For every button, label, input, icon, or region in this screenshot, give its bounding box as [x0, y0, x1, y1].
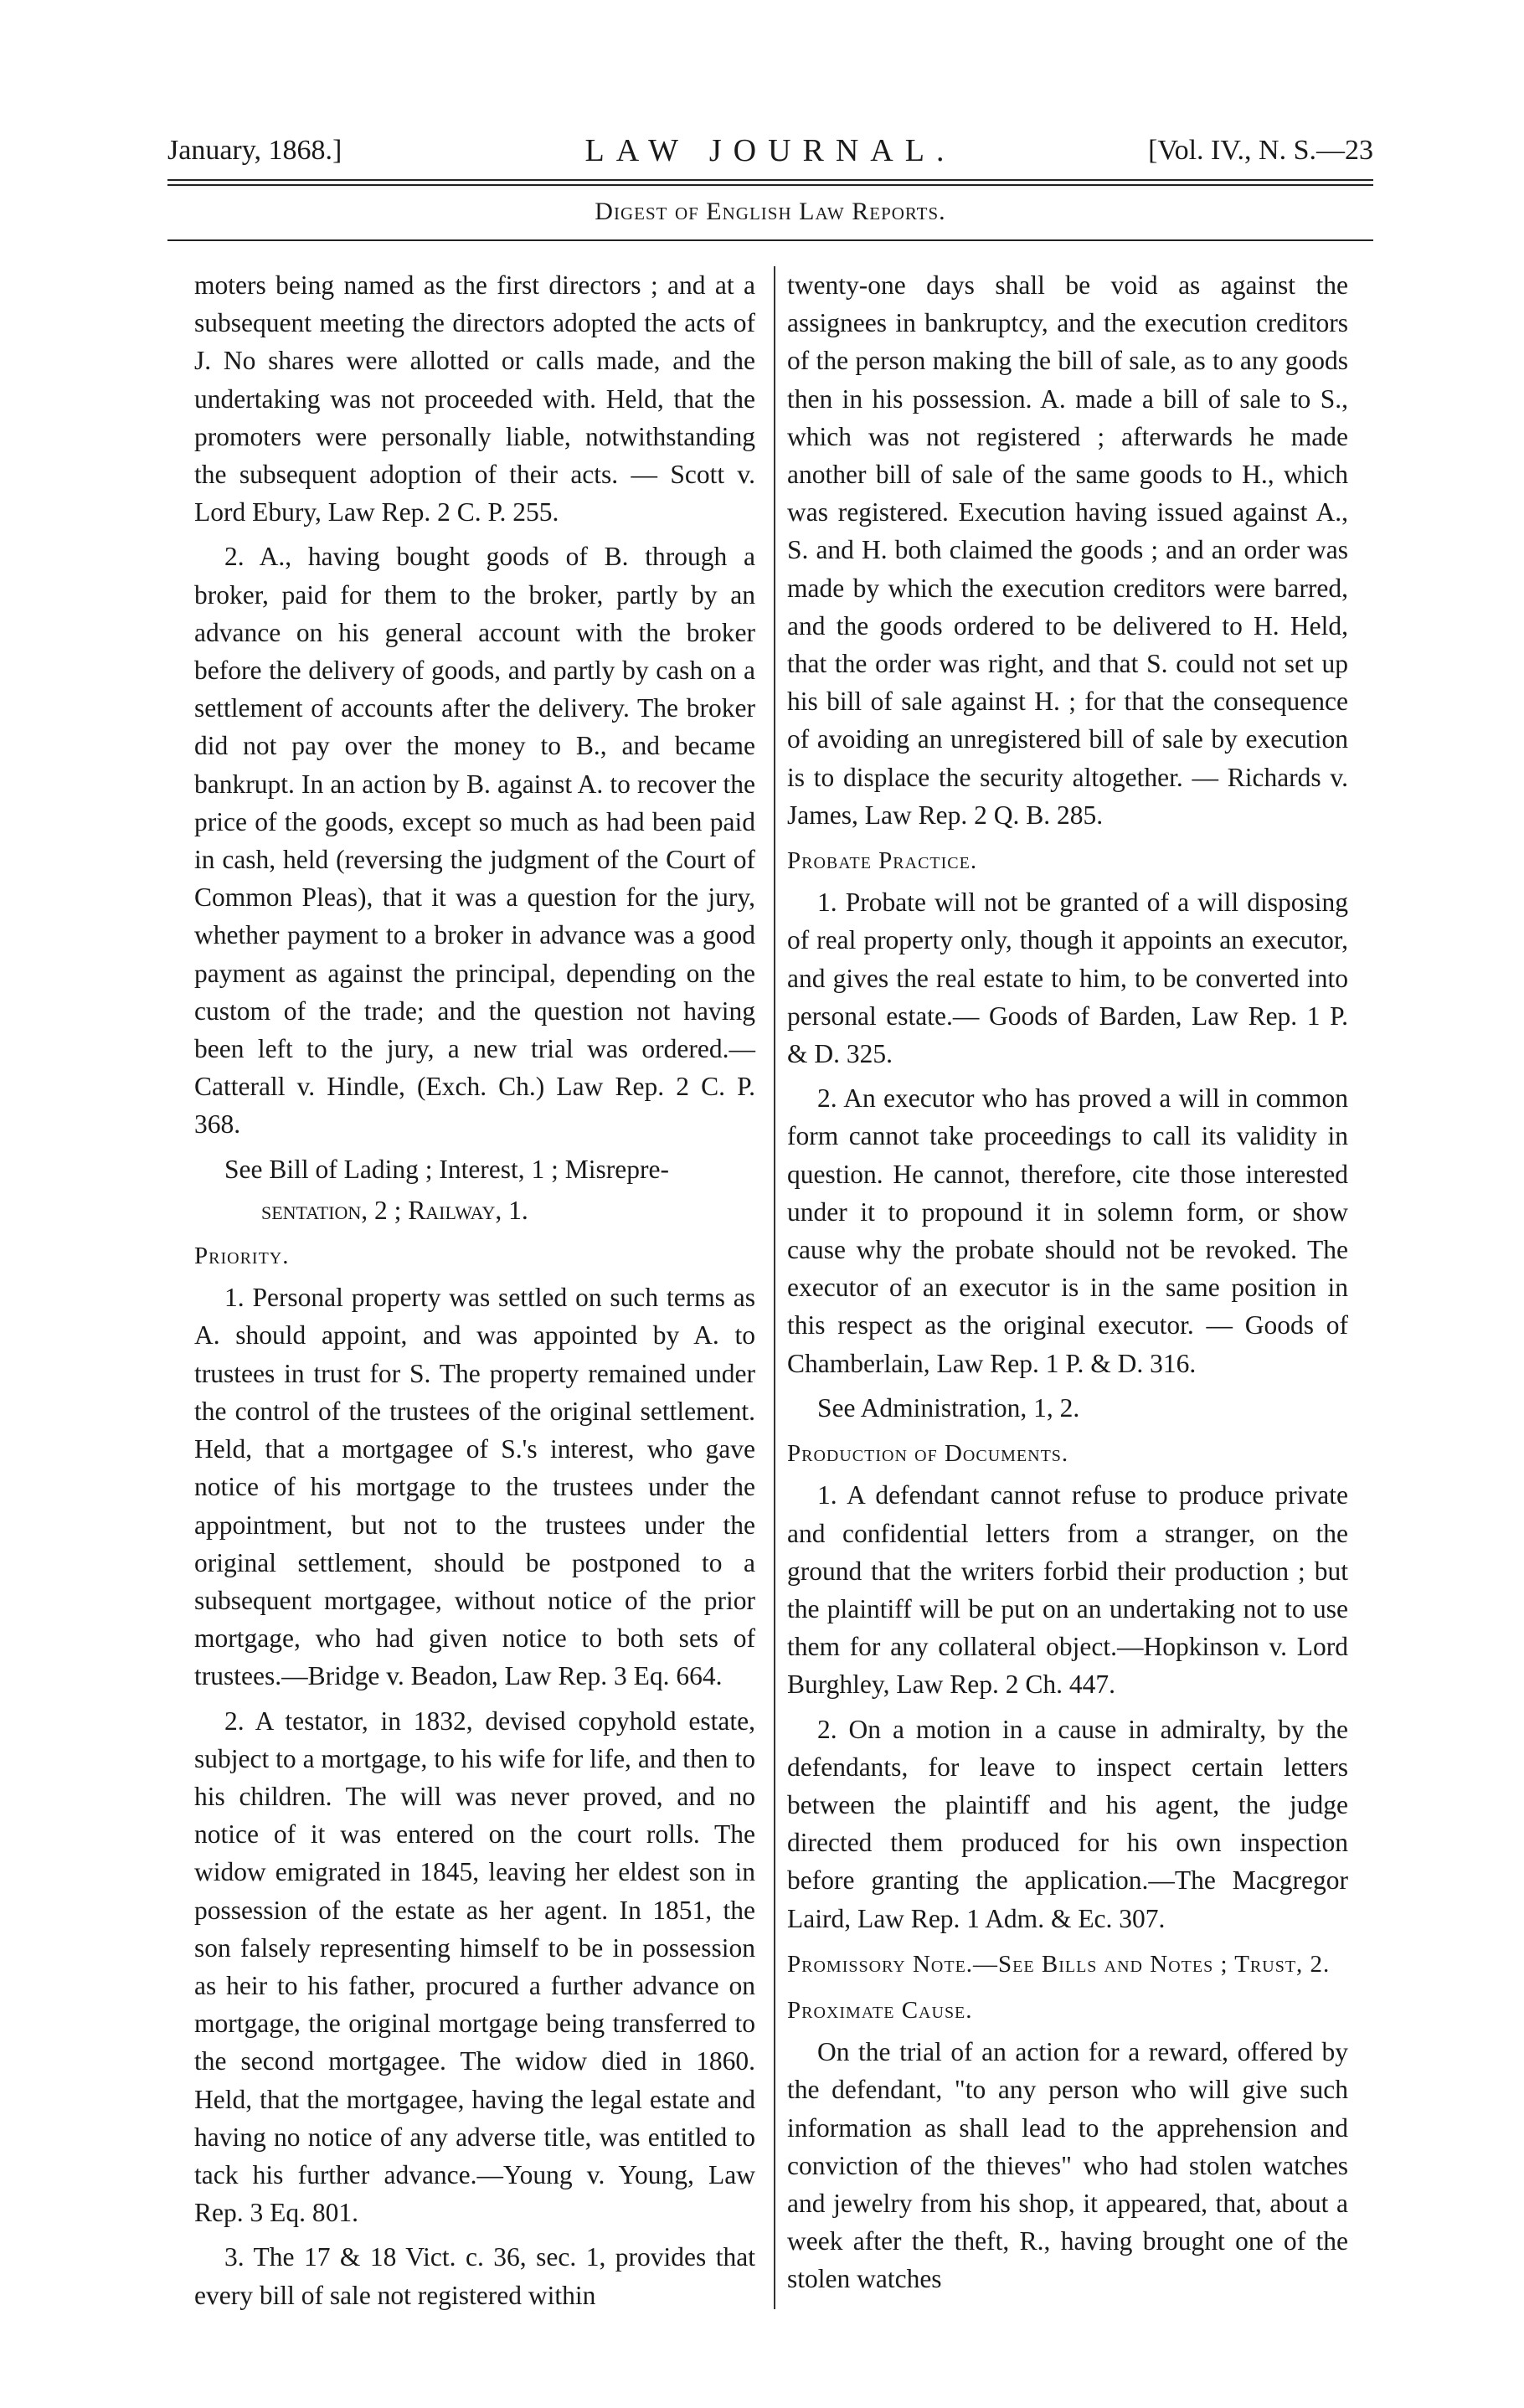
cross-reference: See Bill of Lading ; Interest, 1 ; Misrepre- [224, 1154, 669, 1184]
section-heading: Priority. [194, 1243, 290, 1270]
column-divider [774, 266, 775, 2309]
subtitle-rule [167, 239, 1373, 241]
paragraph: moters being named as the first directors ; and at a subsequent meeting the directors adopted the acts of J. No shares were allotted or calls made, and the undertaking was not proceeded with. Held, that the promoters were personally liable, notwithstanding the subsequent adoption of their acts. — Scott v. Lord Ebury, Law Rep. 2 C. P. 255. [194, 270, 755, 527]
paragraph: 1. Personal property was settled on such terms as A. should appoint, and was appointed by A. to trustees in trust for S. The property remained under the control of the trustees of the original settlement. Held, that a mortgagee of S.'s interest, who gave notice of his mortgage to the trustees under the appointment, but not to the trustees under the original settlement, should be postponed to a subsequent mortgagee, without notice of the prior mortgage, who had given notice to both sets of trustees.—Bridge v. Beadon, Law Rep. 3 Eq. 664. [194, 1283, 755, 1691]
cross-reference: sentation, 2 ; Railway, 1. [261, 1195, 528, 1225]
paragraph: 1. Probate will not be granted of a will disposing of real property only, though it appoints an executor, and gives the real estate to him, to be converted into personal estate.— Goods of Barden, Law Rep. 1 P. & D. 325. [787, 888, 1348, 1069]
cross-reference: See Administration, 1, 2. [817, 1392, 1080, 1423]
left-column [194, 266, 755, 2321]
paragraph: 2. On a motion in a cause in admiralty, by the defendants, for leave to inspect certain letters between the plaintiff and his agent, the judge directed them produced for his own inspection before granting the application.—The Macgregor Laird, Law Rep. 1 Adm. & Ec. 307. [787, 1714, 1348, 1933]
paragraph: twenty-one days shall be void as against the assignees in bankruptcy, and the execution creditors of the person making the bill of sale, as to any goods then in his possession. A. made a bill of sale to S., which was not registered ; afterwards he made another bill of sale of the same goods to H., which was registered. Execution having issued against A., S. and H. both claimed the goods ; and an order was made by which the execution creditors were barred, and the goods ordered to be delivered to H. Held, that the order was right, and that S. could not set up his bill of sale against H. ; for that the consequence of avoiding an unregistered bill of sale by execution is to displace the security altogether. — Richards v. James, Law Rep. 2 Q. B. 285. [787, 270, 1348, 830]
right-column [787, 266, 1348, 2305]
header-rule-top [167, 179, 1373, 181]
section-heading: Probate Practice. [787, 847, 978, 875]
section-heading: Production of Documents. [787, 1440, 1069, 1468]
paragraph: 3. The 17 & 18 Vict. c. 36, sec. 1, provides that every bill of sale not registered within [194, 2242, 755, 2310]
running-header [167, 134, 1373, 167]
paragraph: 2. An executor who has proved a will in common form cannot take proceedings to call its validity in question. He cannot, therefore, cite those interested under it to propound it in solemn form, or show cause why the probate should not be revoked. The executor of an executor is in the same position in this respect as the original executor. — Goods of Chamberlain, Law Rep. 1 P. & D. 316. [787, 1083, 1348, 1378]
paragraph: 2. A., having bought goods of B. through a broker, paid for them to the broker, partly by an advance on his general account with the broker before the delivery of goods, and partly by cash on a settlement of accounts after the delivery. The broker did not pay over the money to B., and became bankrupt. In an action by B. against A. to recover the price of the goods, except so much as had been paid in cash, held (reversing the judgment of the Court of Common Pleas), that it was a question for the jury, whether payment to a broker in advance was a good payment as against the principal, depending on the custom of the trade; and the question not having been left to the jury, a new trial was ordered.—Catterall v. Hindle, (Exch. Ch.) Law Rep. 2 C. P. 368. [194, 542, 755, 1140]
section-heading: Proximate Cause. [787, 1996, 973, 2024]
section-subtitle: Digest of English Law Reports. [595, 198, 946, 225]
paragraph: 1. A defendant cannot refuse to produce private and confidential letters from a stranger, on the ground that the writers forbid their production ; but the plaintiff will be put on an undertaking not to use them for any collateral object.—Hopkinson v. Lord Burghley, Law Rep. 2 Ch. 447. [787, 1480, 1348, 1700]
header-date: January, 1868.] [167, 135, 342, 166]
volume-page: [Vol. IV., N. S.—23 [1148, 135, 1373, 166]
paragraph: 2. A testator, in 1832, devised copyhold estate, subject to a mortgage, to his wife for life, and then to his children. The will was never proved, and no notice of it was entered on the court rolls. The widow emigrated in 1845, leaving her eldest son in possession of the estate as her agent. In 1851, the son falsely representing himself to be in possession as heir to his father, procured a further advance on mortgage, the original mortgage being transferred to the second mortgagee. The widow died in 1860. Held, that the mortgagee, having the legal estate and having no notice of any adverse title, was entitled to tack his further advance.—Young v. Young, Law Rep. 3 Eq. 801. [194, 1706, 755, 2228]
paragraph: On the trial of an action for a reward, offered by the defendant, "to any person who will give such information as shall lead to the apprehension and conviction of the thieves" who had stolen watches and jewelry from his shop, it appeared, that, about a week after the theft, R., having brought one of the stolen watches [787, 2037, 1348, 2294]
section-heading: Promissory Note.—See Bills and Notes ; Trust, 2. [787, 1950, 1331, 1978]
header-rule-bottom [167, 184, 1373, 186]
journal-title: LAW JOURNAL. [584, 133, 956, 168]
